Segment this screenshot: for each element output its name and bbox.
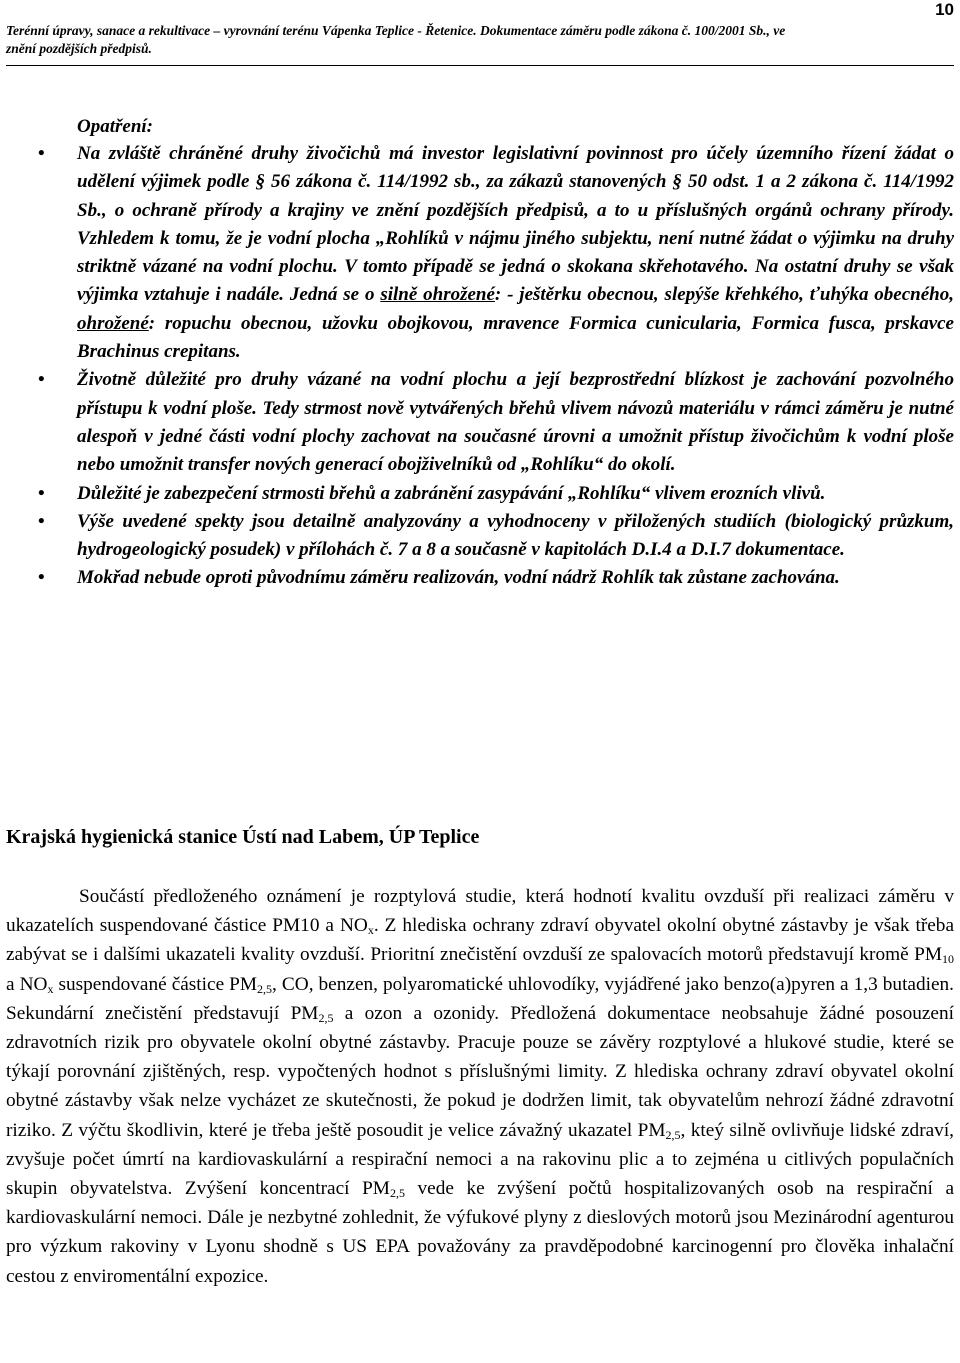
header-line-1: Terénní úpravy, sanace a rekultivace – vyrovnání terénu Vápenka Teplice - Řetenice. Dokumentace záměru podle zákona č. 100/2001 Sb., ve (6, 23, 786, 38)
header-divider (6, 65, 954, 66)
list-item: • Na zvláště chráněné druhy živočichů má investor legislativní povinnost pro účely územního řízení žádat o udělení výjimek podle § 56 zákona č. 114/1992 sb., za zákazů stanovených § 50 odst. 1 a 2 zákona č. 114/1992 Sb., o ochraně přírody a krajiny ve znění pozdějších předpisů, a to u příslušných orgánů ochrany přírody. Vzhledem k tomu, že je vodní plocha „Rohlíků v nájmu jiného subjektu, není nutné žádat o výjimku na druhy striktně vázané na vodní plochu. V tomto případě se jedná o skokana skřehotavého. Na ostatní druhy se však výjimka vztahuje i nadále. Jedná se o silně ohrožené: - ještěrku obecnou, slepýše křehkého, ťuhýka obecného, ohrožené: ropuchu obecnou, užovku obojkovou, mravence Formica cunicularia, Formica fusca, prskavce Brachinus crepitans. (0, 140, 954, 366)
measures-list (0, 140, 960, 593)
bullet-icon: • (38, 567, 45, 589)
page-number: 10 (935, 0, 954, 19)
bullet-icon: • (38, 482, 45, 504)
bullet-icon: • (38, 143, 45, 164)
section-title: Krajská hygienická stanice Ústí nad Labem, ÚP Teplice (6, 826, 480, 848)
measures-heading: Opatření: (77, 116, 153, 137)
list-item: • Výše uvedené spekty jsou detailně analyzovány a vyhodnoceny v přiložených studiích (biologický průzkum, hydrogeologický posudek) v přílohách č. 7 a 8 a současně v kapitolách D.I.4 a D.I.7 dokumentace. (0, 508, 954, 565)
list-item: • Mokřad nebude oproti původnímu záměru realizován, vodní nádrž Rohlík tak zůstane zachována. (0, 564, 954, 592)
bullet-icon: • (38, 369, 45, 391)
list-item: • Životně důležité pro druhy vázané na vodní plochu a její bezprostřední blízkost je zachování pozvolného přístupu k vodní ploše. Tedy strmost nově vytvářených břehů vlivem návozů materiálu v rámci záměru je nutné alespoň v jedné části vodní plochy zachovat na současné úrovni a umožnit přístup živočichům k vodní ploše nebo umožnit transfer nových generací obojživelníků od „Rohlíku“ do okolí. (0, 366, 954, 479)
list-item: • Důležité je zabezpečení strmosti břehů a zabránění zasypávání „Rohlíku“ vlivem erozních vlivů. (0, 480, 954, 508)
bullet-icon: • (38, 510, 45, 532)
header-line-2: znění pozdějších předpisů. (6, 41, 152, 56)
running-header (6, 22, 956, 58)
section-body: Součástí předloženého oznámení je rozptylová studie, která hodnotí kvalitu ovzduší při realizaci záměru v ukazatelích suspendované částice PM10 a $NO_x$. Z hlediska ochrany zdraví obyvatel okolní obytné zástavby je však třeba zabývat se i dalšími ukazateli kvality ovzduší. Prioritní znečistění ovzduší ze spalovacích motorů představují kromě $PM_{10}$ a $NO_x$ suspendované částice $PM_{2,5}$, CO, benzen, polyaromatické uhlovodíky, vyjádřené jako benzo(a)pyren a 1,3 butadien. Sekundární znečistění představují $PM_{2,5}$ a ozon a ozonidy. Předložená dokumentace neobsahuje žádné posouzení zdravotních rizik pro obyvatele okolní obytné zástavby. Pracuje pouze se závěry rozptylové a hlukové studie, které se týkají porovnání zjištěných, resp. vypočtených hodnot s příslušnými limity. Z hlediska ochrany zdraví obyvatel okolní obytné zástavby však nelze vycházet ze skutečnosti, že pokud je dodržen limit, tak obyvatelům nehrozí žádné zdravotní riziko. Z výčtu škodlivin, které je třeba ještě posoudit je velice závažný ukazatel $PM_{2,5}$, kteý silně ovlivňuje lidské zdraví, zvyšuje počet úmrtí na kardiovaskulární a respirační nemoci a na rakovinu plic a to zejména u citlivých populačních skupin obyvatelstva. Zvýšení koncentrací $PM_{2,5}$ vede ke zvýšení počtů hospitalizovaných osob na respirační a kardiovaskulární nemoci. Dále je nezbytné zohlednit, že výfukové plyny z dieslových motorů jsou Mezinárodní agenturou pro výzkum rakoviny v Lyonu shodně s US EPA považovány za pravděpodobné karcinogenní pro člověka inhalační cestou z enviromentální expozice. (6, 886, 955, 1287)
